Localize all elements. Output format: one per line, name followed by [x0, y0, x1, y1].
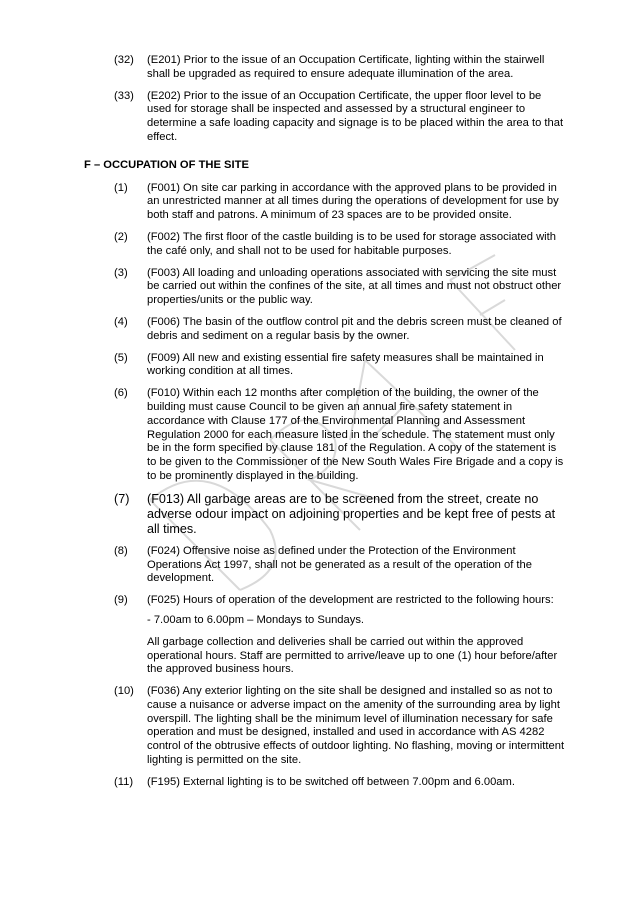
condition-number: (7) [114, 491, 130, 506]
condition-text: (F006) The basin of the outflow control pit and the debris screen must be cleaned of debris and sediment on a regular basis by the owner. [147, 315, 562, 342]
hours-line: - 7.00am to 6.00pm – Mondays to Sundays. [147, 613, 365, 626]
condition-number: (2) [114, 230, 128, 243]
document-content [0, 54, 636, 798]
condition-number: (3) [114, 266, 128, 279]
condition-item [0, 387, 636, 484]
condition-main-text: (F025) Hours of operation of the development are restricted to the following hours: [147, 594, 554, 607]
condition-item [0, 545, 636, 586]
condition-number: (9) [114, 594, 128, 607]
condition-number: (32) [114, 54, 134, 66]
condition-item [0, 316, 636, 344]
condition-number: (33) [114, 89, 134, 102]
condition-number: (5) [114, 351, 128, 364]
condition-number: (10) [114, 685, 134, 698]
condition-item [0, 182, 636, 223]
condition-number: (8) [114, 544, 128, 557]
condition-item [0, 352, 636, 380]
condition-number: (1) [114, 181, 128, 194]
condition-number: (6) [114, 387, 128, 400]
condition-item [0, 231, 636, 259]
condition-text: (F024) Offensive noise as defined under the Protection of the Environment Operations Act 1997, shall not be generated as a result of the operation of the development. [147, 544, 532, 585]
condition-item [0, 492, 636, 537]
condition-item [0, 54, 636, 82]
section-heading: F – OCCUPATION OF THE SITE [84, 158, 249, 171]
condition-number: (11) [114, 775, 134, 788]
condition-text: (F003) All loading and unloading operations associated with servicing the site must be carried out within the confines of the site, at all times and must not obstruct other properties/units or the public way. [147, 266, 562, 307]
condition-item [0, 267, 636, 308]
condition-text: (F013) All garbage areas are to be screened from the street, create no adverse odour impact on adjoining properties and be kept free of pests at all times. [147, 491, 556, 536]
condition-item [0, 90, 636, 145]
condition-text: (F009) All new and existing essential fire safety measures shall be maintained in working condition at all times. [147, 351, 544, 378]
condition-text: (F195) External lighting is to be switched off between 7.00pm and 6.00am. [147, 775, 515, 788]
condition-number: (4) [114, 315, 128, 328]
condition-item [0, 776, 636, 790]
condition-text: (E202) Prior to the issue of an Occupation Certificate, the upper floor level to be used for storage shall be inspected and assessed by a structural engineer to determine a safe loading capacity and signage is to be placed within the area to that effect. [147, 89, 564, 143]
condition-item [0, 594, 636, 677]
condition-item [0, 685, 636, 768]
condition-text: (E201) Prior to the issue of an Occupation Certificate, lighting within the stairwell shall be upgraded as required to ensure adequate illumination of the area. [147, 54, 545, 80]
condition-text: (F001) On site car parking in accordance with the approved plans to be provided in an unrestricted manner at all times during the operations of development for use by both staff and patrons. A minimum of 23 spaces are to be provided onsite. [147, 181, 559, 222]
condition-text: (F002) The first floor of the castle building is to be used for storage associated with the café only, and shall not to be used for habitable purposes. [147, 230, 556, 257]
condition-text: (F010) Within each 12 months after completion of the building, the owner of the building must cause Council to be given an annual fire safety statement in accordance with Clause 177 of the Environmental Planning and Assessment Regulation 2000 for each measure listed in the schedule. The statement must only be in the form specified by clause 181 of the Regulation. A copy of the statement is to be given to the Commissioner of the New South Wales Fire Brigade and a copy is to be prominently displayed in the building. [147, 387, 564, 482]
condition-note: All garbage collection and deliveries shall be carried out within the approved operational hours. Staff are permitted to arrive/leave up to one (1) hour before/after the approved business hours. [147, 635, 558, 676]
condition-text: (F036) Any exterior lighting on the site shall be designed and installed so as not to cause a nuisance or adverse impact on the amenity of the surrounding area by light overspill. The lighting shall be the minimum level of illumination necessary for safe operation and must be designed, installed and used in accordance with AS 4282 control of the obtrusive effects of outdoor lighting. No flashing, moving or intermittent lighting is permitted on the site. [147, 685, 565, 767]
condition-text [147, 594, 567, 677]
